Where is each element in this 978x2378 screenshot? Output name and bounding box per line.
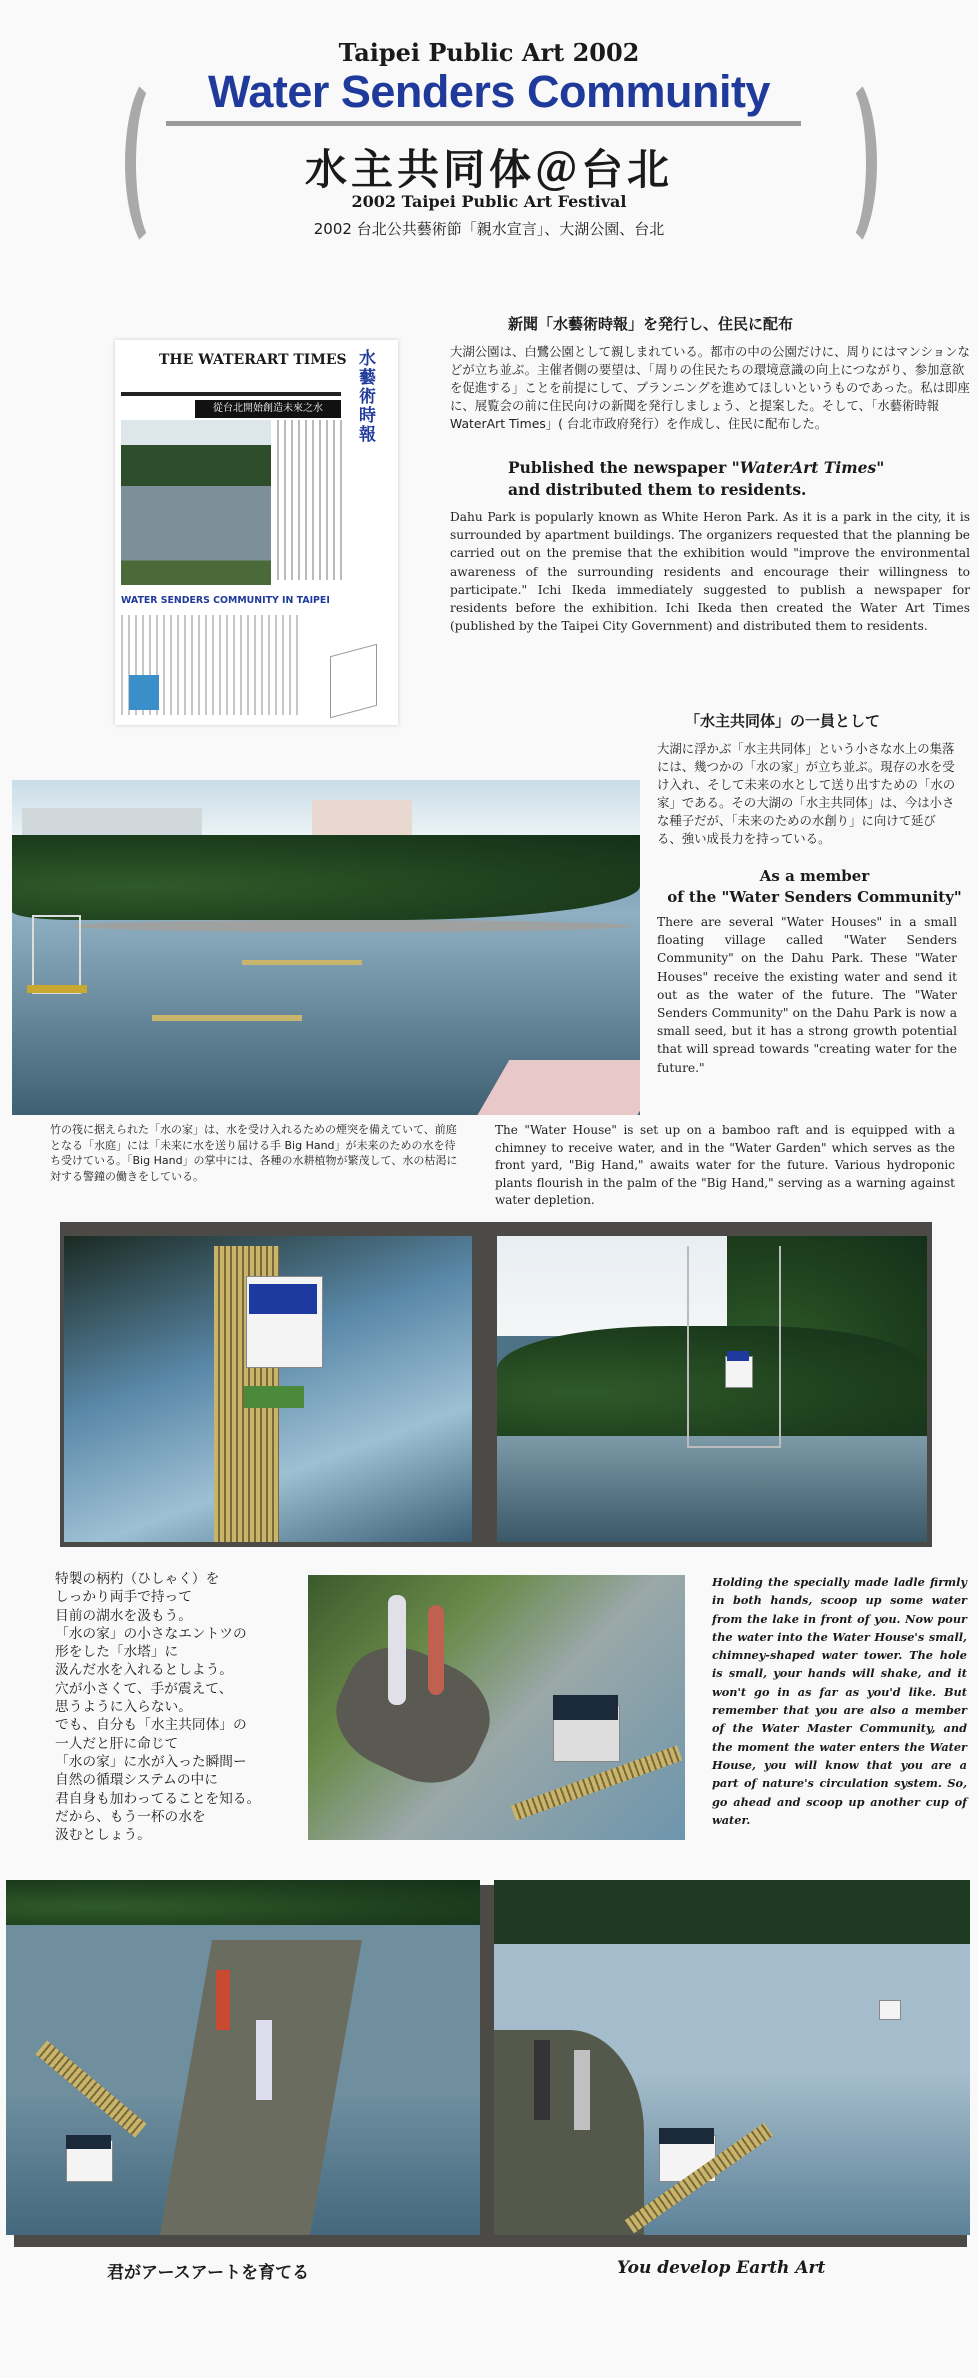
poem-en: Holding the specially made ladle firmly in both hands, scoop up some water from the lake in front of you. Now pour the water into the Water House's small, chimney-shaped water tower. The hole is small, your hands will shake, and it won't go in as far as you'd like. But remember that you are also a member of the Water Master Community, and the moment the water enters the Water House, you will know that you are a part of nature's circulation system. So, go ahead and scoop up another cup of water.	[712, 1575, 967, 1827]
visitors-scooping-photo	[308, 1575, 685, 1840]
newspaper-photo	[121, 420, 271, 585]
poem-jp	[55, 1570, 295, 1844]
heading-text: of the "Water Senders Community"	[667, 888, 962, 906]
raft-caption-jp: 竹の筏に据えられた「水の家」は、水を受け入れるための煙突を備えていて、前庭となる「水庭」には「未来に水を送り届ける手 Big Hand」が未来のための水を待ち受けている。「Big Hand」の掌中には、各種の水耕植物が繁茂して、水の枯渇に対する警鐘の働きをしている。	[50, 1123, 458, 1183]
newspaper-vertical-title: 水藝術時報	[359, 349, 376, 445]
section2-body-jp: 大湖に浮かぶ「水主共同体」という小さな水上の集落には、幾つかの「水の家」が立ち並ぶ。現存の水を受け入れ、そして未来の水として送り出すための「水の家」である。その大湖の「水主共同体」は、今は小さな種子だが、「未来のための水創り」に向けて延びる、強い成長力を持っている。	[657, 741, 956, 846]
lake-visitors-photo-right	[494, 1880, 970, 2235]
section2-heading-jp: 「水主共同体」の一員として	[685, 712, 881, 730]
heading-newspaper-name: "WaterArt Times"	[731, 458, 885, 477]
section2-heading-en	[657, 866, 972, 908]
lake-visitors-photo-left	[6, 1880, 480, 2235]
header-subtitle: Taipei Public Art 2002	[338, 38, 640, 67]
page-title: Water Senders Community	[208, 66, 770, 117]
poem-line: だから、もう一杯の水を	[55, 1808, 206, 1825]
section1-heading-en	[508, 457, 884, 501]
poem-line: 形をした「水塔」に	[55, 1644, 179, 1661]
poem-line: 「水の家」に水が入った瞬間ー	[55, 1753, 247, 1770]
heading-text: As a member	[759, 867, 870, 885]
page-title-jp: 水主共同体＠台北	[304, 145, 673, 194]
poem-line: 特製の柄杓（ひしゃく）を	[55, 1571, 220, 1587]
poem-line: 「水の家」の小さなエントツの	[55, 1625, 247, 1642]
water-house-raft-photo	[64, 1236, 472, 1542]
heading-text: Published the newspaper	[508, 458, 732, 477]
poem-line: 自然の循環システムの中に	[55, 1772, 218, 1789]
section2-body-en: There are several "Water Houses" in a small floating village called "Water Senders Community" on the Dahu Park. These "Water Houses" receive the existing water and send it out as the water of the future. The "Water Senders Community" on the Dahu Park is now a small seed, but it has a strong growth potential that will spread towards "creating water for the future."	[657, 915, 957, 1075]
newspaper-headline: WATER SENDERS COMMUNITY IN TAIPEI	[121, 595, 330, 606]
lake-panorama-photo	[12, 780, 640, 1115]
footer-caption-jp: 君がアースアートを育てる	[107, 2263, 310, 2283]
poem-line: しっかり両手で持って	[55, 1589, 192, 1606]
poem-line: 一人だと肝に命じて	[55, 1735, 179, 1752]
water-tower-photo	[497, 1236, 927, 1542]
poem-line: 穴が小さくて、手が震えて、	[55, 1680, 233, 1697]
poem-line: 思うように入らない。	[55, 1699, 192, 1716]
raft-caption-en: The "Water House" is set up on a bamboo raft and is equipped with a chimney to receive water, and in the "Water Garden" which serves as the front yard, "Big Hand," awaits water for the future. Various hydroponic plants flourish in the palm of the "Big Hand," serving as a warning against water depletion.	[495, 1123, 955, 1207]
poem-line: 汲むとしょう。	[55, 1827, 151, 1844]
heading-text: and distributed them to residents.	[508, 480, 807, 499]
section1-heading-jp: 新聞「水藝術時報」を発行し、住民に配布	[508, 315, 794, 333]
title-divider	[166, 121, 801, 126]
section1-body-en: Dahu Park is popularly known as White Heron Park. As it is a park in the city, it is surrounded by apartment buildings. The organizers requested that the planning be carried out on the premise that the exhibition would "improve the environmental awareness of the surrounding residents and encourage their willingness to participate." Ichi Ikeda immediately suggested to publish a newspaper for residents before the exhibition. Ichi Ikeda then created the Water Art Times (published by the Taipei City Government) and distributed them to residents.	[450, 510, 970, 634]
poem-line: 君自身も加わってることを知る。	[55, 1790, 261, 1807]
poem-line: でも、自分も「水主共同体」の	[55, 1717, 247, 1734]
newspaper-image	[115, 340, 398, 725]
poem-line: 汲んだ水を入れるとしよう。	[55, 1662, 233, 1679]
poem-line: 目前の湖水を汲もう。	[55, 1607, 192, 1624]
newspaper-banner: 從台北開始創造未來之水	[195, 400, 341, 418]
festival-en: 2002 Taipei Public Art Festival	[351, 192, 627, 211]
festival-zh: 2002 台北公共藝術節「親水宣言」、大湖公園、台北	[313, 220, 665, 238]
newspaper-masthead: THE WATERART TIMES	[159, 352, 347, 368]
section1-body-jp: 大湖公園は、白鷺公園として親しまれている。都市の中の公園だけに、周りにはマンションなどが立ち並ぶ。主催者側の要望は、「周りの住民たちの環境意識の向上につながり、参加意欲を促進する」ことを前提にして、プランニングを進めてほしいというものであった。私は即座に、展覧会の前に住民向けの新聞を発行しましょう、と提案した。そして、「水藝術時報 WaterArt Times」( 台北市政府発行）を作成し、住民に配布した。	[450, 344, 970, 431]
footer-caption-en: You develop Earth Art	[617, 2258, 826, 2278]
